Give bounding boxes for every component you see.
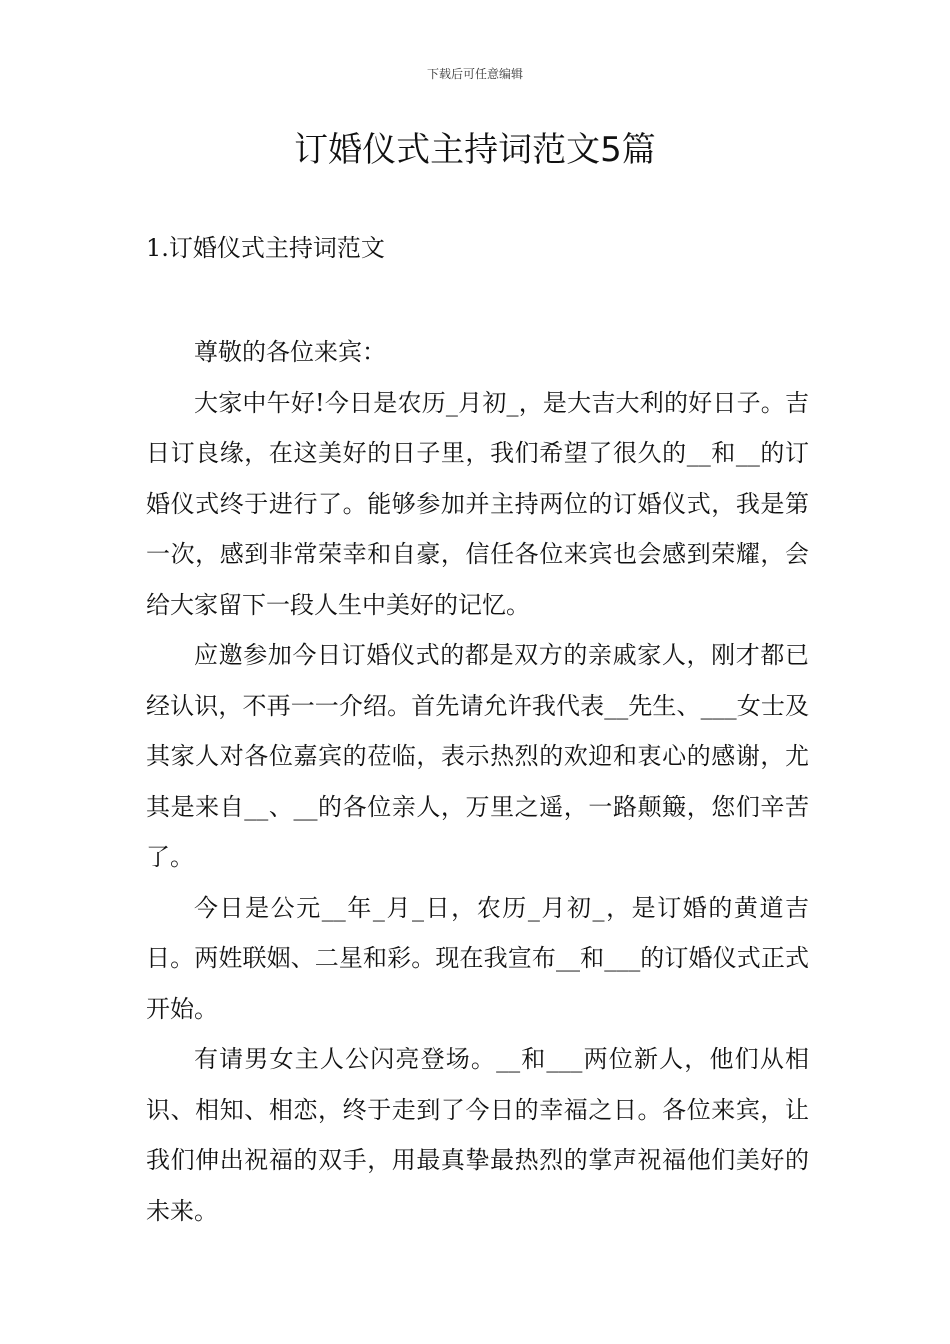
paragraph-announcement: 今日是公元__年_月_日，农历_月初_，是订婚的黄道吉日。两姓联姻、二星和彩。现在我宣布__和___的订婚仪式正式开始。 xyxy=(146,893,809,1023)
paragraph-welcome: 应邀参加今日订婚仪式的都是双方的亲戚家人，刚才都已经认识，不再一一介绍。首先请允许我代表__先生、___女士及其家人对各位嘉宾的莅临，表示热烈的欢迎和衷心的感谢，尤其是来自__、__的各位亲人，万里之遥，一路颠簸，您们辛苦了。 xyxy=(146,641,809,871)
paragraph-entrance: 有请男女主人公闪亮登场。__和___两位新人，他们从相识、相知、相恋，终于走到了今日的幸福之日。各位来宾，让我们伸出祝福的双手，用最真挚最热烈的掌声祝福他们美好的未来。 xyxy=(146,1045,809,1225)
paragraph-opening: 大家中午好!今日是农历_月初_，是大吉大利的好日子。吉日订良缘，在这美好的日子里，我们希望了很久的__和__的订婚仪式终于进行了。能够参加并主持两位的订婚仪式，我是第一次，感到非常荣幸和自豪，信任各位来宾也会感到荣耀，会给大家留下一段人生中美好的记忆。 xyxy=(146,388,809,619)
header-note: 下载后可任意编辑 xyxy=(426,67,523,81)
document-body xyxy=(146,327,809,1236)
document-title: 订婚仪式主持词范文5篇 xyxy=(294,130,656,170)
paragraph-greeting: 尊敬的各位来宾： xyxy=(194,338,386,366)
section-heading: 1.订婚仪式主持词范文 xyxy=(146,234,385,262)
